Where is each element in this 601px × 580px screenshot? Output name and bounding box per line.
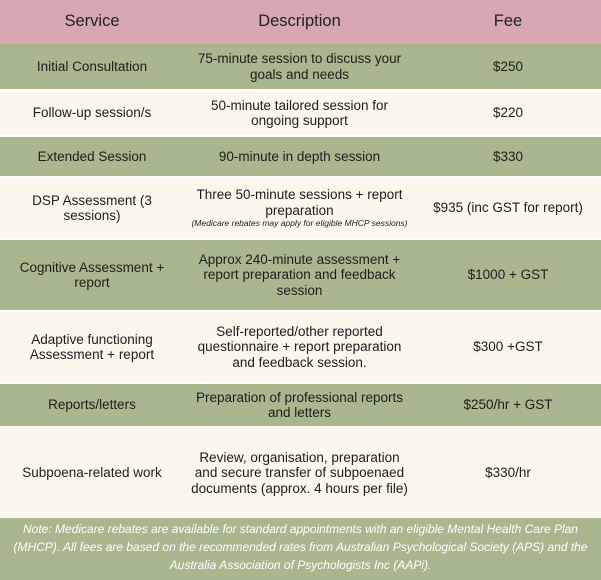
row-dsp-description [184, 178, 415, 238]
header-service: Service [0, 0, 184, 44]
row-initial-description: 75-minute session to discuss your goals and needs [184, 44, 415, 89]
row-followup-description: 50-minute tailored session for ongoing support [184, 91, 415, 135]
row-subpoena-fee: $330/hr [415, 428, 601, 518]
row-cognitive-service: Cognitive Assessment + report [0, 240, 184, 310]
row-reports-description: Preparation of professional reports and letters [184, 384, 415, 426]
row-initial-service: Initial Consultation [0, 44, 184, 89]
row-extended-fee: $330 [415, 137, 601, 176]
row-dsp-fee: $935 (inc GST for report) [415, 178, 601, 238]
row-dsp-medicare-note: (Medicare rebates may apply for eligible MHCP sessions) [191, 218, 408, 229]
row-adaptive-service: Adaptive functioning Assessment + report [0, 312, 184, 382]
row-reports-fee: $250/hr + GST [415, 384, 601, 426]
row-extended-description: 90-minute in depth session [184, 137, 415, 176]
row-subpoena-description: Review, organisation, preparation and secure transfer of subpoenaed documents (approx. 4 hours per file) [184, 428, 415, 518]
row-initial-fee: $250 [415, 44, 601, 89]
footnote: Note: Medicare rebates are available for standard appointments with an eligible Mental Health Care Plan (MHCP). All fees are based on the recommended rates from Australian Psychological Society (APS) and the Australia Association of Psychologists Inc (AAPi). [0, 518, 601, 574]
row-dsp-description-text: Three 50-minute sessions + report preparation [196, 187, 403, 218]
row-cognitive-fee: $1000 + GST [415, 240, 601, 310]
row-dsp-service: DSP Assessment (3 sessions) [0, 178, 184, 238]
row-subpoena-service: Subpoena-related work [0, 428, 184, 518]
row-reports-service: Reports/letters [0, 384, 184, 426]
header-description: Description [184, 0, 415, 44]
row-followup-service: Follow-up session/s [0, 91, 184, 135]
row-adaptive-description: Self-reported/other reported questionnaire + report preparation and feedback session. [184, 312, 415, 382]
row-followup-fee: $220 [415, 91, 601, 135]
row-adaptive-fee: $300 +GST [415, 312, 601, 382]
header-fee: Fee [415, 0, 601, 44]
row-cognitive-description: Approx 240-minute assessment + report preparation and feedback session [184, 240, 415, 310]
row-extended-service: Extended Session [0, 137, 184, 176]
